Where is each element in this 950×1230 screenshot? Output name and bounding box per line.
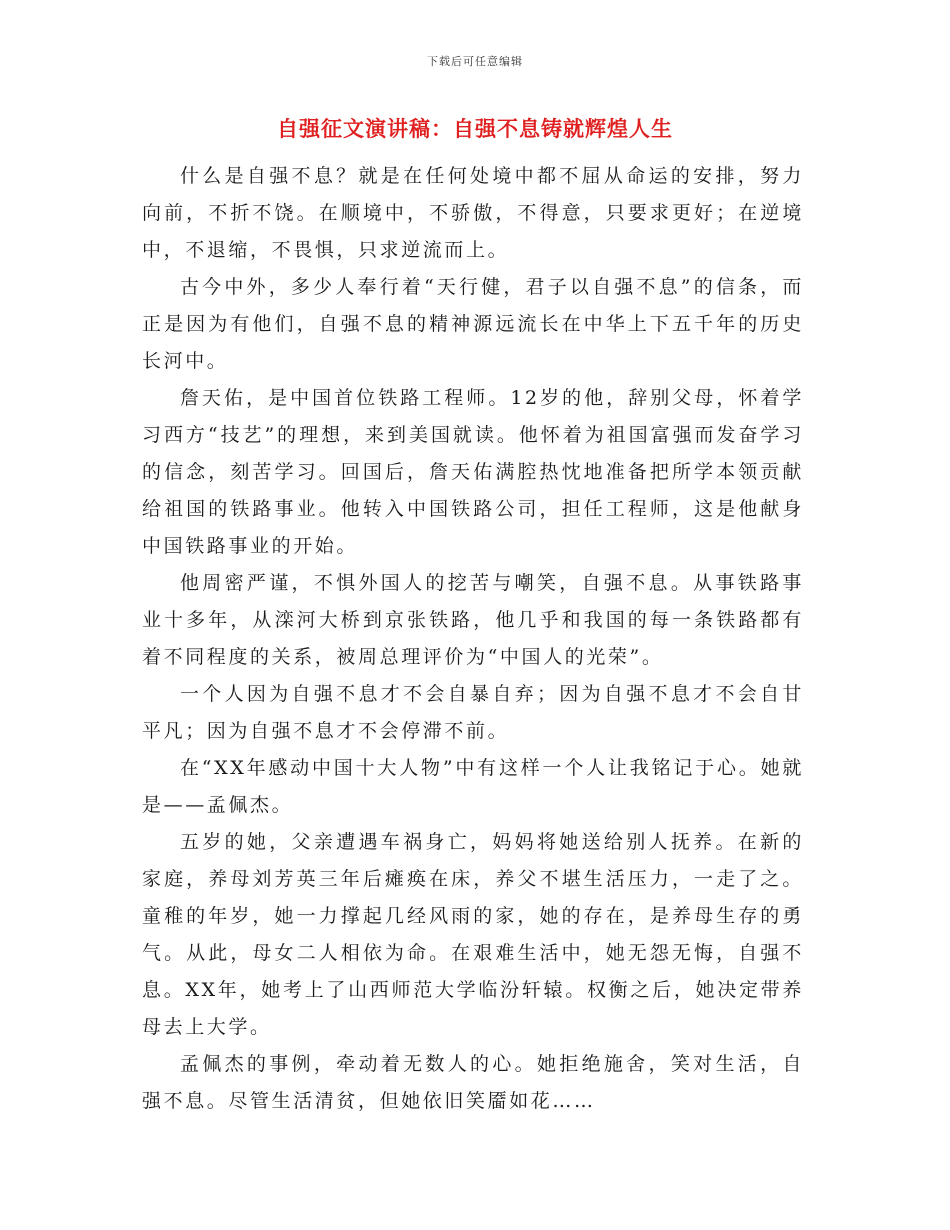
paragraph: 一个人因为自强不息才不会自暴自弃；因为自强不息才不会自甘平凡；因为自强不息才不会停滞不前。 [142, 683, 804, 742]
document-title: 自强征文演讲稿：自强不息铸就辉煌人生 [277, 117, 673, 141]
paragraph: 詹天佑，是中国首位铁路工程师。12岁的他，辞别父母，怀着学习西方“技艺”的理想，来到美国就读。他怀着为祖国富强而发奋学习的信念，刻苦学习。回国后，詹天佑满腔热忱地准备把所学本领贡献给祖国的铁路事业。他转入中国铁路公司，担任工程师，这是他献身中国铁路事业的开始。 [142, 387, 804, 557]
paragraph: 他周密严谨，不惧外国人的挖苦与嘲笑，自强不息。从事铁路事业十多年，从滦河大桥到京张铁路，他几乎和我国的每一条铁路都有着不同程度的关系，被周总理评价为“中国人的光荣”。 [142, 572, 804, 668]
paragraph: 孟佩杰的事例，牵动着无数人的心。她拒绝施舍，笑对生活，自强不息。尽管生活清贫，但她依旧笑靥如花…… [142, 1053, 804, 1112]
document-body [142, 158, 804, 1120]
page-header-note: 下载后可任意编辑 [427, 55, 523, 68]
paragraph: 什么是自强不息？就是在任何处境中都不屈从命运的安排，努力向前，不折不饶。在顺境中，不骄傲，不得意，只要求更好；在逆境中，不退缩，不畏惧，只求逆流而上。 [142, 165, 804, 261]
paragraph: 古今中外，多少人奉行着“天行健，君子以自强不息”的信条，而正是因为有他们，自强不息的精神源远流长在中华上下五千年的历史长河中。 [142, 276, 804, 372]
paragraph: 在“XX年感动中国十大人物”中有这样一个人让我铭记于心。她就是——孟佩杰。 [142, 757, 804, 816]
paragraph: 五岁的她，父亲遭遇车祸身亡，妈妈将她送给别人抚养。在新的家庭，养母刘芳英三年后瘫痪在床，养父不堪生活压力，一走了之。童稚的年岁，她一力撑起几经风雨的家，她的存在，是养母生存的勇气。从此，母女二人相依为命。在艰难生活中，她无怨无悔，自强不息。XX年，她考上了山西师范大学临汾轩辕。权衡之后，她决定带养母去上大学。 [142, 831, 804, 1038]
